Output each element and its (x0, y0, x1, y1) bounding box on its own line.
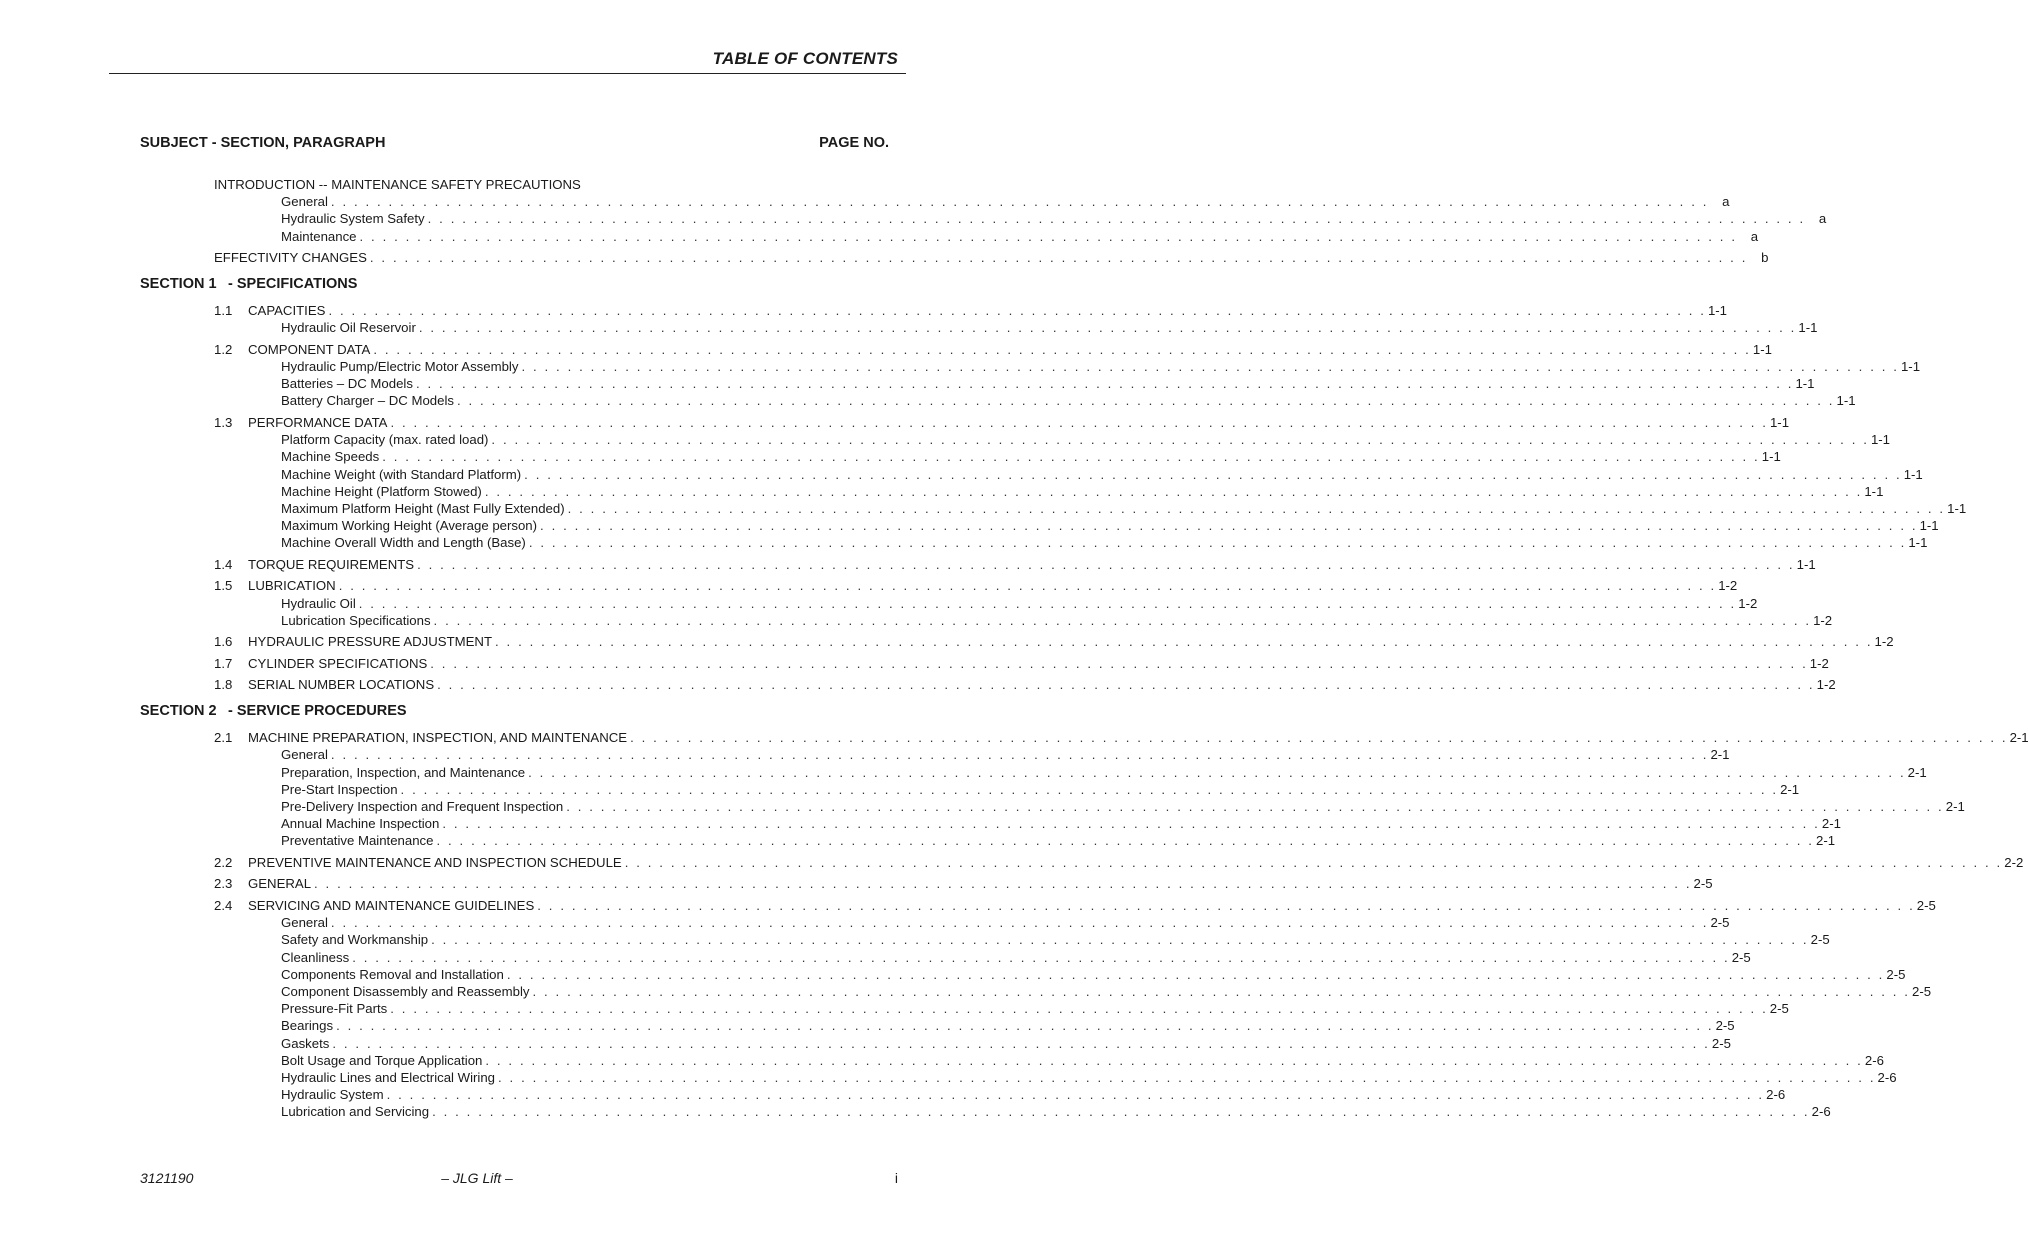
entry-page-number: 1-1 (1752, 341, 1772, 357)
paragraph-number: 2.4 (214, 897, 233, 913)
entry-page-number: 1-1 (1870, 432, 1890, 448)
toc-entry[interactable] (0, 914, 1730, 932)
footer-page-number: i (894, 1170, 898, 1186)
toc-entry[interactable] (0, 746, 1730, 764)
entry-title: Battery Charger – DC Models (281, 393, 454, 409)
entry-page-number: a (1818, 211, 1827, 227)
dot-leader: . . . . . . . . . . . . . . . . . . . . . . . . . . . . . . . . . . . . . . . . . . . . . . . . . . . . . . . . . . . . . . . . . . . . . . . . . . . . . . . . . . . . . . . . . . . . . . . . . . . . . . . . . . . . . . . . . . . . . . . . (352, 949, 1730, 965)
dot-leader: . . . . . . . . . . . . . . . . . . . . . . . . . . . . . . . . . . . . . . . . . . . . . . . . . . . . . . . . . . . . . . . . . . . . . . . . . . . . . . . . . . . . . . . . . . . . . . . . . . . . . . . . . . . . . . . . . . . . . . . . (442, 816, 1820, 832)
paragraph-number: 2.2 (214, 854, 233, 870)
dot-leader: . . . . . . . . . . . . . . . . . . . . . . . . . . . . . . . . . . . . . . . . . . . . . . . . . . . . . . . . . . . . . . . . . . . . . . . . . . . . . . . . . . . . . . . . . . . . . . . . . . . . . . . . . . . . . . . . . . . . . . . . (332, 1035, 1710, 1051)
entry-page-number: 2-5 (1715, 1018, 1735, 1034)
dot-leader: . . . . . . . . . . . . . . . . . . . . . . . . . . . . . . . . . . . . . . . . . . . . . . . . . . . . . . . . . . . . . . . . . . . . . . . . . . . . . . . . . . . . . . . . . . . . . . . . . . . . . . . . . . . . . . . . . . . . . . . . (540, 518, 1918, 534)
entry-title: EFFECTIVITY CHANGES (214, 250, 367, 266)
entry-page-number: 1-1 (1919, 518, 1939, 534)
section-heading (140, 702, 407, 720)
entry-title: General (281, 747, 328, 763)
entry-title: SERVICING AND MAINTENANCE GUIDELINES (248, 897, 535, 913)
entry-title: Batteries – DC Models (281, 376, 413, 392)
entry-title: Safety and Workmanship (281, 932, 429, 948)
page-header-title: TABLE OF CONTENTS (712, 49, 898, 68)
entry-page-number: 2-1 (1945, 799, 1965, 814)
dot-leader: . . . . . . . . . . . . . . . . . . . . . . . . . . . . . . . . . . . . . . . . . . . . . . . . . . . . . . . . . . . . . . . . . . . . . . . . . . . . . . . . . . . . . . . . . . . . . . . . . . . . . . . . . . . . . . . . . . . . . . . . (336, 1018, 1714, 1034)
toc-entry[interactable] (0, 1052, 1884, 1070)
entry-page-number: a (1722, 194, 1730, 210)
toc-entry[interactable] (0, 875, 1713, 893)
entry-title: TORQUE REQUIREMENTS (248, 556, 415, 572)
toc-entry[interactable] (0, 448, 1781, 466)
toc-entry[interactable] (0, 556, 1816, 574)
dot-leader: . . . . . . . . . . . . . . . . . . . . . . . . . . . . . . . . . . . . . . . . . . . . . . . . . . . . . . . . . . . . . . . . . . . . . . . . . . . . . . . . . . . . . . . . . . . . . . . . . . . . . . . . . . . . . . . . . . . . . . . . (330, 747, 1709, 763)
entry-page-number: 1-1 (1769, 414, 1790, 430)
entry-page-number: 1-1 (1707, 303, 1728, 319)
dot-leader: . . . . . . . . . . . . . . . . . . . . . . . . . . . . . . . . . . . . . . . . . . . . . . . . . . . . . . . . . . . . . . . . . . . . . . . . . . . . . . . . . . . . . . . . . . . . . . . . . . . . . . . . . . . . . . . . . . . . . . . . (427, 211, 1806, 227)
entry-page-number: 1-1 (1836, 393, 1856, 409)
entry-title: Maximum Working Height (Average person) (281, 518, 538, 534)
entry-title: CAPACITIES (248, 303, 326, 319)
entry-title: Machine Speeds (281, 449, 380, 465)
entry-title: SERIAL NUMBER LOCATIONS (248, 677, 435, 693)
entry-title: LUBRICATION (248, 578, 336, 594)
dot-leader: . . . . . . . . . . . . . . . . . . . . . . . . . . . . . . . . . . . . . . . . . . . . . . . . . . . . . . . . . . . . . . . . . . . . . . . . . . . . . . . . . . . . . . . . . . . . . . . . . . . . . . . . . . . . . . . . . . . . . . . . (524, 466, 1902, 482)
section-number: SECTION 1 (140, 276, 217, 293)
paragraph-number: 1.8 (214, 677, 233, 693)
entry-title: Platform Capacity (max. rated load) (281, 432, 489, 448)
entry-page-number: 1-1 (1798, 320, 1818, 336)
dot-leader: . . . . . . . . . . . . . . . . . . . . . . . . . . . . . . . . . . . . . . . . . . . . . . . . . . . . . . . . . . . . . . . . . . . . . . . . . . . . . . . . . . . . . . . . . . . . . . . . . . . . . . . . . . . . . . . . . . . . . . . . (431, 932, 1809, 948)
entry-page-number: 2-5 (1769, 1001, 1789, 1017)
entry-title: Annual Machine Inspection (281, 816, 440, 832)
section-title: - SPECIFICATIONS (228, 276, 358, 293)
entry-page-number: 2-1 (1907, 764, 1927, 780)
entry-page-number: 1-2 (1874, 634, 1894, 650)
dot-leader: . . . . . . . . . . . . . . . . . . . . . . . . . . . . . . . . . . . . . . . . . . . . . . . . . . . . . . . . . . . . . . . . . . . . . . . . . . . . . . . . . . . . . . . . . . . . . . . . . . . . . . . . . . . . . . . . . . . . . . . . (417, 556, 1795, 572)
dot-leader: . . . . . . . . . . . . . . . . . . . . . . . . . . . . . . . . . . . . . . . . . . . . . . . . . . . . . . . . . . . . . . . . . . . . . . . . . . . . . . . . . . . . . . . . . . . . . . . . . . . . . . . . . . . . . . . . . . . . . . . . (373, 341, 1751, 357)
toc-entry[interactable] (0, 466, 1923, 484)
footer-brand: – JLG Lift – (441, 1170, 513, 1186)
toc-entry[interactable] (0, 798, 1965, 816)
dot-leader: . . . . . . . . . . . . . . . . . . . . . . . . . . . . . . . . . . . . . . . . . . . . . . . . . . . . . . . . . . . . . . . . . . . . . . . . . . . . . . . . . . . . . . . . . . . . . . . . . . . . . . . . . . . . . . . . . . . . . . . . (437, 677, 1815, 693)
toc-entry[interactable] (0, 983, 1932, 1001)
entry-page-number: 2-6 (1864, 1052, 1884, 1068)
dot-leader: . . . . . . . . . . . . . . . . . . . . . . . . . . . . . . . . . . . . . . . . . . . . . . . . . . . . . . . . . . . . . . . . . . . . . . . . . . . . . . . . . . . . . . . . . . . . . . . . . . . . . . . . . . . . . . . . . . . . . . . . (433, 612, 1812, 628)
toc-entry[interactable] (0, 729, 2029, 747)
entry-page-number: 2-6 (1877, 1069, 1897, 1085)
dot-leader: . . . . . . . . . . . . . . . . . . . . . . . . . . . . . . . . . . . . . . . . . . . . . . . . . . . . . . . . . . . . . . . . . . . . . . . . . . . . . . . . . . . . . . . . . . . . . . . . . . . . . . . . . . . . . . . . . . . . . . . . (498, 1069, 1876, 1085)
dot-leader: . . . . . . . . . . . . . . . . . . . . . . . . . . . . . . . . . . . . . . . . . . . . . . . . . . . . . . . . . . . . . . . . . . . . . . . . . . . . . . . . . . . . . . . . . . . . . . . . . . . . . . . . . . . . . . . . . . . . . . . . (566, 799, 1944, 814)
dot-leader: . . . . . . . . . . . . . . . . . . . . . . . . . . . . . . . . . . . . . . . . . . . . . . . . . . . . . . . . . . . . . . . . . . . . . . . . . . . . . . . . . . . . . . . . . . . . . . . . . . . . . . . . . . . . . . . . . . . . . . . . (418, 320, 1797, 336)
entry-page-number: 1-2 (1816, 677, 1836, 693)
dot-leader: . . . . . . . . . . . . . . . . . . . . . . . . . . . . . . . . . . . . . . . . . . . . . . . . . . . . . . . . . . . . . . . . . . . . . . . . . . . . . . . . . . . . . . . . . . . . . . . . . . . . . . . . . . . . . . . . . . . . . . . . (528, 535, 1907, 551)
toc-entry[interactable] (0, 249, 1769, 267)
section-heading (140, 275, 357, 293)
footer-doc-number: 3121190 (140, 1170, 194, 1186)
paragraph-number: 1.2 (214, 341, 233, 357)
entry-title: Components Removal and Installation (281, 966, 504, 982)
dot-leader: . . . . . . . . . . . . . . . . . . . . . . . . . . . . . . . . . . . . . . . . . . . . . . . . . . . . . . . . . . . . . . . . . . . . . . . . . . . . . . . . . . . . . . . . . . . . . . . . . . . . . . . . . . . . . . . . . . . . . . . . (386, 1087, 1765, 1103)
entry-page-number: 2-5 (1810, 932, 1830, 948)
dot-leader: . . . . . . . . . . . . . . . . . . . . . . . . . . . . . . . . . . . . . . . . . . . . . . . . . . . . . . . . . . . . . . . . . . . . . . . . . . . . . . . . . . . . . . . . . . . . . . . . . . . . . . . . . . . . . . . . . . . . . . . . (359, 228, 1738, 244)
entry-page-number: 1-2 (1813, 612, 1833, 628)
toc-entry[interactable] (0, 210, 1827, 228)
entry-title: COMPONENT DATA (248, 341, 371, 357)
dot-leader: . . . . . . . . . . . . . . . . . . . . . . . . . . . . . . . . . . . . . . . . . . . . . . . . . . . . . . . . . . . . . . . . . . . . . . . . . . . . . . . . . . . . . . . . . . . . . . . . . . . . . . . . . . . . . . . . . . . . . . . . (532, 983, 1911, 999)
toc-entry[interactable] (0, 1035, 1731, 1053)
entry-title: Machine Height (Platform Stowed) (281, 483, 482, 499)
entry-page-number: 2-2 (2004, 854, 2024, 870)
dot-leader: . . . . . . . . . . . . . . . . . . . . . . . . . . . . . . . . . . . . . . . . . . . . . . . . . . . . . . . . . . . . . . . . . . . . . . . . . . . . . . . . . . . . . . . . . . . . . . . . . . . . . . . . . . . . . . . . . . . . . . . . (630, 730, 2008, 746)
entry-page-number: 1-1 (1761, 449, 1781, 465)
toc-entry[interactable] (0, 517, 1939, 535)
entry-page-number: 2-5 (1912, 983, 1932, 999)
dot-leader: . . . . . . . . . . . . . . . . . . . . . . . . . . . . . . . . . . . . . . . . . . . . . . . . . . . . . . . . . . . . . . . . . . . . . . . . . . . . . . . . . . . . . . . . . . . . . . . . . . . . . . . . . . . . . . . . . . . . . . . . (528, 764, 1906, 780)
entry-title: CYLINDER SPECIFICATIONS (248, 655, 428, 671)
toc-entry[interactable] (0, 612, 1833, 630)
entry-title: Maximum Platform Height (Mast Fully Extended) (281, 500, 565, 516)
dot-leader: . . . . . . . . . . . . . . . . . . . . . . . . . . . . . . . . . . . . . . . . . . . . . . . . . . . . . . . . . . . . . . . . . . . . . . . . . . . . . . . . . . . . . . . . . . . . . . . . . . . . . . . . . . . . . . . . . . . . . . . . (390, 414, 1769, 430)
entry-page-number: 1-1 (1908, 535, 1928, 551)
dot-leader: . . . . . . . . . . . . . . . . . . . . . . . . . . . . . . . . . . . . . . . . . . . . . . . . . . . . . . . . . . . . . . . . . . . . . . . . . . . . . . . . . . . . . . . . . . . . . . . . . . . . . . . . . . . . . . . . . . . . . . . . (415, 376, 1794, 392)
dot-leader: . . . . . . . . . . . . . . . . . . . . . . . . . . . . . . . . . . . . . . . . . . . . . . . . . . . . . . . . . . . . . . . . . . . . . . . . . . . . . . . . . . . . . . . . . . . . . . . . . . . . . . . . . . . . . . . . . . . . . . . . (390, 1001, 1768, 1017)
toc-entry[interactable] (0, 655, 1829, 673)
dot-leader: . . . . . . . . . . . . . . . . . . . . . . . . . . . . . . . . . . . . . . . . . . . . . . . . . . . . . . . . . . . . . . . . . . . . . . . . . . . . . . . . . . . . . . . . . . . . . . . . . . . . . . . . . . . . . . . . . . . . . . . . (432, 1104, 1810, 1120)
entry-page-number: 2-5 (1711, 1035, 1731, 1051)
entry-page-number: 1-2 (1718, 578, 1738, 594)
paragraph-number: 2.1 (214, 730, 233, 746)
dot-leader: . . . . . . . . . . . . . . . . . . . . . . . . . . . . . . . . . . . . . . . . . . . . . . . . . . . . . . . . . . . . . . . . . . . . . . . . . . . . . . . . . . . . . . . . . . . . . . . . . . . . . . . . . . . . . . . . . . . . . . . . (330, 194, 1709, 210)
toc-entry[interactable] (0, 1103, 1831, 1121)
subject-column-heading: SUBJECT - SECTION, PARAGRAPH (140, 135, 386, 151)
toc-entry[interactable] (0, 431, 1890, 449)
entry-page-number: 2-1 (1821, 816, 1841, 832)
dot-leader: . . . . . . . . . . . . . . . . . . . . . . . . . . . . . . . . . . . . . . . . . . . . . . . . . . . . . . . . . . . . . . . . . . . . . . . . . . . . . . . . . . . . . . . . . . . . . . . . . . . . . . . . . . . . . . . . . . . . . . . . (358, 595, 1737, 611)
toc-entry[interactable] (0, 931, 1830, 949)
toc-entry[interactable] (0, 815, 1841, 833)
dot-leader: . . . . . . . . . . . . . . . . . . . . . . . . . . . . . . . . . . . . . . . . . . . . . . . . . . . . . . . . . . . . . . . . . . . . . . . . . . . . . . . . . . . . . . . . . . . . . . . . . . . . . . . . . . . . . . . . . . . . . . . . (495, 634, 1873, 650)
dot-leader: . . . . . . . . . . . . . . . . . . . . . . . . . . . . . . . . . . . . . . . . . . . . . . . . . . . . . . . . . . . . . . . . . . . . . . . . . . . . . . . . . . . . . . . . . . . . . . . . . . . . . . . . . . . . . . . . . . . . . . . . (485, 1052, 1863, 1068)
dot-leader: . . . . . . . . . . . . . . . . . . . . . . . . . . . . . . . . . . . . . . . . . . . . . . . . . . . . . . . . . . . . . . . . . . . . . . . . . . . . . . . . . . . . . . . . . . . . . . . . . . . . . . . . . . . . . . . . . . . . . . . . (624, 854, 2003, 870)
toc-entry[interactable] (0, 1069, 1897, 1087)
toc-entry[interactable] (0, 392, 1856, 410)
dot-leader: . . . . . . . . . . . . . . . . . . . . . . . . . . . . . . . . . . . . . . . . . . . . . . . . . . . . . . . . . . . . . . . . . . . . . . . . . . . . . . . . . . . . . . . . . . . . . . . . . . . . . . . . . . . . . . . . . . . . . . . . (400, 781, 1779, 797)
entry-page-number: b (1761, 250, 1769, 266)
entry-page-number: 2-6 (1766, 1087, 1786, 1103)
toc-entry[interactable] (0, 302, 1728, 320)
toc-entry[interactable] (0, 949, 1751, 967)
toc-entry[interactable] (0, 966, 1906, 984)
entry-page-number: 1-2 (1738, 595, 1758, 611)
paragraph-number: 1.4 (214, 556, 233, 572)
dot-leader: . . . . . . . . . . . . . . . . . . . . . . . . . . . . . . . . . . . . . . . . . . . . . . . . . . . . . . . . . . . . . . . . . . . . . . . . . . . . . . . . . . . . . . . . . . . . . . . . . . . . . . . . . . . . . . . . . . . . . . . . (456, 393, 1835, 409)
entry-page-number: 1-1 (1795, 376, 1815, 392)
entry-title: Hydraulic Lines and Electrical Wiring (281, 1069, 496, 1085)
section-number: SECTION 2 (140, 703, 217, 720)
toc-entry[interactable] (0, 1017, 1735, 1035)
dot-leader: . . . . . . . . . . . . . . . . . . . . . . . . . . . . . . . . . . . . . . . . . . . . . . . . . . . . . . . . . . . . . . . . . . . . . . . . . . . . . . . . . . . . . . . . . . . . . . . . . . . . . . . . . . . . . . . . . . . . . . . . (567, 500, 1946, 516)
toc-entry[interactable] (0, 854, 2024, 872)
toc-entry[interactable] (0, 228, 1759, 246)
toc-entry[interactable] (0, 897, 1936, 915)
dot-leader: . . . . . . . . . . . . . . . . . . . . . . . . . . . . . . . . . . . . . . . . . . . . . . . . . . . . . . . . . . . . . . . . . . . . . . . . . . . . . . . . . . . . . . . . . . . . . . . . . . . . . . . . . . . . . . . . . . . . . . . . (314, 876, 1692, 892)
entry-title: Preventative Maintenance (281, 833, 434, 849)
entry-title: Bolt Usage and Torque Application (281, 1052, 483, 1068)
toc-entry[interactable] (0, 633, 1894, 651)
entry-title: PREVENTIVE MAINTENANCE AND INSPECTION SCHEDULE (248, 854, 622, 870)
dot-leader: . . . . . . . . . . . . . . . . . . . . . . . . . . . . . . . . . . . . . . . . . . . . . . . . . . . . . . . . . . . . . . . . . . . . . . . . . . . . . . . . . . . . . . . . . . . . . . . . . . . . . . . . . . . . . . . . . . . . . . . . (382, 449, 1760, 465)
toc-entry[interactable] (0, 676, 1836, 694)
toc-entry[interactable] (0, 595, 1758, 613)
entry-title: INTRODUCTION -- MAINTENANCE SAFETY PRECAUTIONS (214, 177, 581, 192)
toc-entry[interactable] (0, 176, 954, 194)
entry-title: Pressure-Fit Parts (281, 1001, 388, 1017)
entry-page-number: 1-1 (1900, 359, 1921, 374)
entry-page-number: 2-1 (1816, 833, 1836, 849)
toc-entry[interactable] (0, 341, 1772, 359)
entry-page-number: 2-1 (2009, 730, 2029, 746)
dot-leader: . . . . . . . . . . . . . . . . . . . . . . . . . . . . . . . . . . . . . . . . . . . . . . . . . . . . . . . . . . . . . . . . . . . . . . . . . . . . . . . . . . . . . . . . . . . . . . . . . . . . . . . . . . . . . . . . . . . . . . . . (506, 966, 1885, 982)
entry-title: HYDRAULIC PRESSURE ADJUSTMENT (248, 634, 493, 650)
toc-entry[interactable] (0, 358, 1921, 376)
dot-leader: . . . . . . . . . . . . . . . . . . . . . . . . . . . . . . . . . . . . . . . . . . . . . . . . . . . . . . . . . . . . . . . . . . . . . . . . . . . . . . . . . . . . . . . . . . . . . . . . . . . . . . . . . . . . . . . . . . . . . . . . (491, 432, 1869, 448)
entry-title: Hydraulic System (281, 1087, 384, 1103)
toc-entry[interactable] (0, 414, 1790, 432)
paragraph-number: 2.3 (214, 876, 233, 892)
dot-leader: . . . . . . . . . . . . . . . . . . . . . . . . . . . . . . . . . . . . . . . . . . . . . . . . . . . . . . . . . . . . . . . . . . . . . . . . . . . . . . . . . . . . . . . . . . . . . . . . . . . . . . . . . . . . . . . . . . . . . . . . (430, 655, 1808, 671)
entry-title: Cleanliness (281, 949, 350, 965)
dot-leader: . . . . . . . . . . . . . . . . . . . . . . . . . . . . . . . . . . . . . . . . . . . . . . . . . . . . . . . . . . . . . . . . . . . . . . . . . . . . . . . . . . . . . . . . . . . . . . . . . . . . . . . . . . . . . . . . . . . . . . . . (338, 578, 1717, 594)
entry-title: Hydraulic Oil (281, 595, 356, 611)
entry-title: Preparation, Inspection, and Maintenance (281, 764, 526, 780)
entry-title: GENERAL (248, 876, 312, 892)
toc-entry[interactable] (0, 483, 1884, 501)
entry-title: Hydraulic Pump/Electric Motor Assembly (281, 359, 519, 374)
dot-leader: . . . . . . . . . . . . . . . . . . . . . . . . . . . . . . . . . . . . . . . . . . . . . . . . . . . . . . . . . . . . . . . . . . . . . . . . . . . . . . . . . . . . . . . . . . . . . . . . . . . . . . . . . . . . . . . . . . . . . . . . (484, 483, 1863, 499)
paragraph-number: 1.1 (214, 303, 233, 319)
toc-entry[interactable] (0, 832, 1836, 850)
entry-page-number: 1-1 (1796, 556, 1816, 572)
entry-title: Lubrication and Servicing (281, 1104, 430, 1120)
entry-page-number: 2-5 (1693, 876, 1713, 892)
entry-title: Gaskets (281, 1035, 330, 1051)
paragraph-number: 1.7 (214, 655, 233, 671)
paragraph-number: 1.3 (214, 414, 233, 430)
header-rule (109, 73, 906, 74)
page-column-heading: PAGE NO. (819, 135, 889, 151)
entry-page-number: 2-1 (1710, 747, 1730, 763)
dot-leader: . . . . . . . . . . . . . . . . . . . . . . . . . . . . . . . . . . . . . . . . . . . . . . . . . . . . . . . . . . . . . . . . . . . . . . . . . . . . . . . . . . . . . . . . . . . . . . . . . . . . . . . . . . . . . . . . . . . . . . . . (436, 833, 1815, 849)
entry-title: Machine Overall Width and Length (Base) (281, 535, 526, 551)
entry-page-number: a (1750, 228, 1759, 244)
entry-title: MACHINE PREPARATION, INSPECTION, AND MAINTENANCE (248, 730, 628, 746)
paragraph-number: 1.6 (214, 634, 233, 650)
entry-page-number: 2-5 (1886, 966, 1906, 982)
dot-leader: . . . . . . . . . . . . . . . . . . . . . . . . . . . . . . . . . . . . . . . . . . . . . . . . . . . . . . . . . . . . . . . . . . . . . . . . . . . . . . . . . . . . . . . . . . . . . . . . . . . . . . . . . . . . . . . . . . . . . . . . (369, 250, 1748, 266)
entry-page-number: 1-2 (1809, 655, 1829, 671)
section-title: - SERVICE PROCEDURES (228, 703, 407, 720)
entry-title: Lubrication Specifications (281, 612, 431, 628)
entry-title: General (281, 194, 328, 210)
entry-page-number: 2-5 (1731, 949, 1751, 965)
entry-page-number: 2-1 (1780, 781, 1800, 797)
entry-title: Hydraulic Oil Reservoir (281, 320, 416, 336)
toc-entry[interactable] (0, 534, 1928, 552)
entry-title: PERFORMANCE DATA (248, 414, 388, 430)
entry-page-number: 1-1 (1903, 466, 1923, 482)
entry-title: General (281, 915, 328, 931)
dot-leader: . . . . . . . . . . . . . . . . . . . . . . . . . . . . . . . . . . . . . . . . . . . . . . . . . . . . . . . . . . . . . . . . . . . . . . . . . . . . . . . . . . . . . . . . . . . . . . . . . . . . . . . . . . . . . . . . . . . . . . . . (328, 303, 1707, 319)
toc-entry[interactable] (0, 577, 1738, 595)
entry-title: Machine Weight (with Standard Platform) (281, 466, 522, 482)
entry-title: Pre-Start Inspection (281, 781, 398, 797)
entry-page-number: 1-1 (1947, 500, 1967, 516)
dot-leader: . . . . . . . . . . . . . . . . . . . . . . . . . . . . . . . . . . . . . . . . . . . . . . . . . . . . . . . . . . . . . . . . . . . . . . . . . . . . . . . . . . . . . . . . . . . . . . . . . . . . . . . . . . . . . . . . . . . . . . . . (537, 897, 1915, 913)
toc-entry[interactable] (0, 781, 1800, 799)
entry-title: Pre-Delivery Inspection and Frequent Inspection (281, 799, 564, 814)
paragraph-number: 1.5 (214, 578, 233, 594)
entry-title: Hydraulic System Safety (281, 211, 425, 227)
entry-page-number: 2-6 (1811, 1104, 1831, 1120)
dot-leader: . . . . . . . . . . . . . . . . . . . . . . . . . . . . . . . . . . . . . . . . . . . . . . . . . . . . . . . . . . . . . . . . . . . . . . . . . . . . . . . . . . . . . . . . . . . . . . . . . . . . . . . . . . . . . . . . . . . . . . . . (521, 359, 1900, 374)
toc-entry[interactable] (0, 375, 1815, 393)
entry-title: Maintenance (281, 228, 357, 244)
toc-entry[interactable] (0, 1000, 1789, 1018)
toc-entry[interactable] (0, 193, 1730, 211)
entry-title: Bearings (281, 1018, 334, 1034)
entry-page-number: 2-5 (1710, 915, 1730, 931)
dot-leader: . . . . . . . . . . . . . . . . . . . . . . . . . . . . . . . . . . . . . . . . . . . . . . . . . . . . . . . . . . . . . . . . . . . . . . . . . . . . . . . . . . . . . . . . . . . . . . . . . . . . . . . . . . . . . . . . . . . . . . . . (330, 915, 1709, 931)
entry-title: Component Disassembly and Reassembly (281, 983, 530, 999)
entry-page-number: 2-5 (1916, 897, 1936, 913)
toc-entry[interactable] (0, 319, 1818, 337)
toc-entry[interactable] (0, 764, 1927, 782)
entry-page-number: 1-1 (1864, 483, 1884, 499)
toc-entry[interactable] (0, 1086, 1786, 1104)
toc-entry[interactable] (0, 500, 1967, 518)
